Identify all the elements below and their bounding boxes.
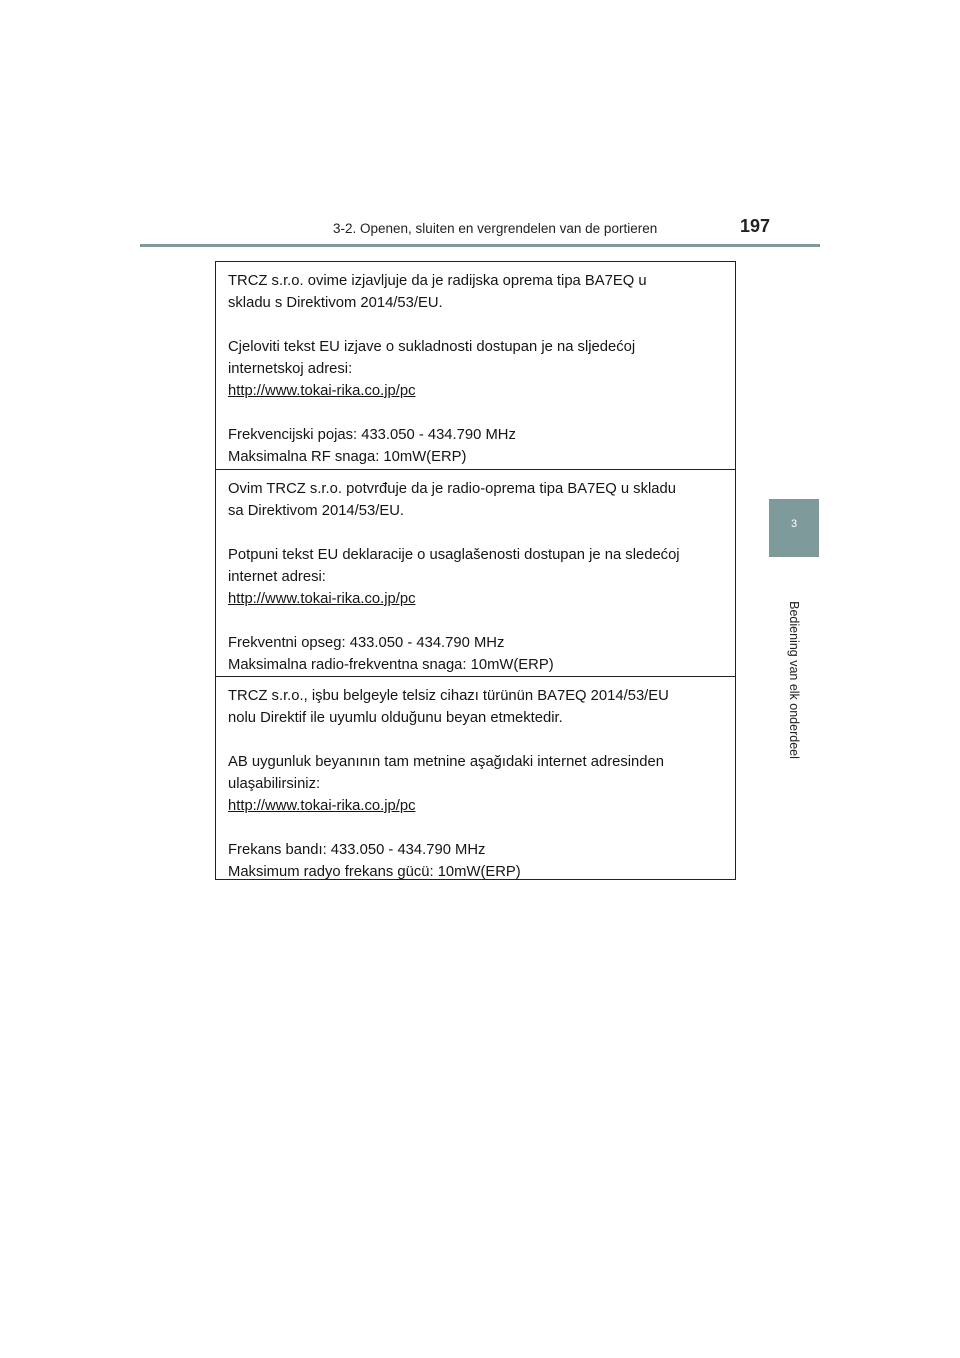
availability-line: AB uygunluk beyanının tam metnine aşağıdaki internet adresinden — [228, 754, 664, 770]
availability-line: ulaşabilirsiniz: — [228, 776, 321, 792]
page-number: 197 — [740, 216, 771, 236]
declaration-croatian — [216, 262, 735, 469]
declaration-table — [215, 261, 736, 880]
declaration-turkish — [216, 676, 735, 879]
declaration-url-link[interactable]: http://www.tokai-rika.co.jp/pc — [228, 798, 416, 814]
availability-line: Potpuni tekst EU deklaracije o usaglašenosti dostupan je na sledećoj — [228, 547, 680, 563]
statement-line: skladu s Direktivom 2014/53/EU. — [228, 295, 443, 311]
power-line: Maksimum radyo frekans gücü: 10mW(ERP) — [228, 864, 521, 880]
statement-line: TRCZ s.r.o., işbu belgeyle telsiz cihazı türünün BA7EQ 2014/53/EU — [228, 688, 669, 704]
power-line: Maksimalna radio-frekventna snaga: 10mW(ERP) — [228, 657, 554, 673]
statement-line: Ovim TRCZ s.r.o. potvrđuje da je radio-oprema tipa BA7EQ u skladu — [228, 481, 676, 497]
frequency-line: Frekventni opseg: 433.050 - 434.790 MHz — [228, 635, 505, 651]
header-divider — [140, 244, 820, 247]
statement-line: sa Direktivom 2014/53/EU. — [228, 503, 404, 519]
statement-line: TRCZ s.r.o. ovime izjavljuje da je radijska oprema tipa BA7EQ u — [228, 273, 647, 289]
chapter-tab — [769, 499, 819, 557]
power-line: Maksimalna RF snaga: 10mW(ERP) — [228, 449, 467, 465]
frequency-line: Frekans bandı: 433.050 - 434.790 MHz — [228, 842, 486, 858]
declaration-serbian — [216, 469, 735, 676]
statement-line: nolu Direktif ile uyumlu olduğunu beyan etmektedir. — [228, 710, 563, 726]
chapter-title: Bediening van elk onderdeel — [787, 601, 801, 759]
availability-line: internetskoj adresi: — [228, 361, 353, 377]
declaration-url-link[interactable]: http://www.tokai-rika.co.jp/pc — [228, 591, 416, 607]
frequency-line: Frekvencijski pojas: 433.050 - 434.790 MHz — [228, 427, 516, 443]
section-title: 3-2. Openen, sluiten en vergrendelen van de portieren — [333, 221, 658, 236]
chapter-number: 3 — [790, 518, 798, 530]
availability-line: internet adresi: — [228, 569, 326, 585]
availability-line: Cjeloviti tekst EU izjave o sukladnosti dostupan je na sljedećoj — [228, 339, 636, 355]
declaration-url-link[interactable]: http://www.tokai-rika.co.jp/pc — [228, 383, 416, 399]
